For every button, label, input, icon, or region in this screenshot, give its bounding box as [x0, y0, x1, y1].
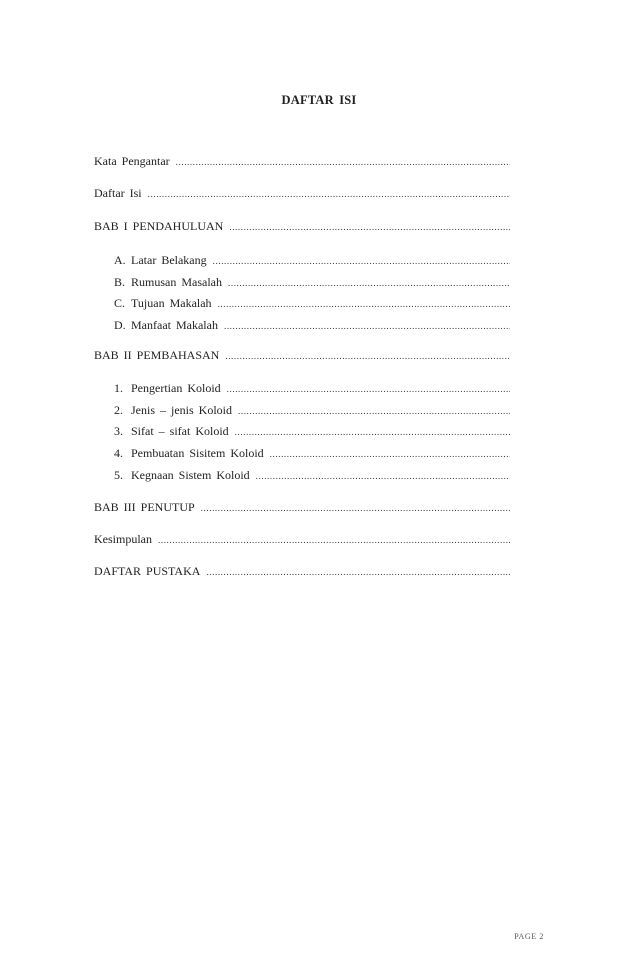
dot-leader	[228, 278, 510, 288]
dot-leader	[224, 321, 510, 331]
list-marker: C.	[114, 296, 126, 310]
toc-entry-label: Rumusan Masalah	[131, 275, 222, 289]
list-marker: D.	[114, 318, 126, 332]
dot-leader	[158, 535, 510, 545]
list-marker: B.	[114, 275, 126, 289]
toc-entry-kata-pengantar	[94, 154, 510, 170]
dot-leader	[229, 222, 510, 232]
toc-subentry	[114, 446, 510, 462]
list-marker: A.	[114, 253, 126, 267]
dot-leader	[225, 351, 510, 361]
dot-leader	[256, 471, 510, 481]
toc-entry-daftar-pustaka	[94, 564, 510, 580]
dot-leader	[235, 427, 510, 437]
toc-subentry	[114, 468, 510, 484]
toc-entry-label: BAB II PEMBAHASAN	[94, 348, 220, 362]
dot-leader	[213, 256, 510, 266]
dot-leader	[148, 189, 510, 199]
toc-entry-label: Sifat – sifat Koloid	[131, 424, 229, 438]
dot-leader	[206, 567, 510, 577]
toc-entry-label: Kegnaan Sistem Koloid	[131, 468, 250, 482]
toc-subentry	[114, 403, 510, 419]
toc-entry-label: Kesimpulan	[94, 532, 152, 546]
toc-subentry	[114, 318, 510, 334]
toc-subentry	[114, 253, 510, 269]
dot-leader	[227, 384, 510, 394]
page-title: DAFTAR ISI	[281, 93, 357, 107]
toc-subentry	[114, 275, 510, 291]
dot-leader	[176, 157, 510, 167]
list-marker: 3.	[114, 424, 123, 438]
toc-entry-label: Latar Belakang	[131, 253, 207, 267]
toc-subentry	[114, 424, 510, 440]
dot-leader	[270, 449, 510, 459]
toc-entry-label: Pembuatan Sisitem Koloid	[131, 446, 264, 460]
dot-leader	[238, 406, 510, 416]
page-number: PAGE 2	[514, 932, 544, 941]
toc-entry-label: Pengertian Koloid	[131, 381, 221, 395]
toc-entry-daftar-isi	[94, 186, 510, 202]
toc-entry-label: Tujuan Makalah	[131, 296, 212, 310]
dot-leader	[218, 299, 510, 309]
toc-entry-label: BAB III PENUTUP	[94, 500, 195, 514]
toc-entry-label: Daftar Isi	[94, 186, 142, 200]
dot-leader	[201, 503, 510, 513]
toc-subentry	[114, 296, 510, 312]
toc-subentry	[114, 381, 510, 397]
toc-entry-bab3	[94, 500, 510, 516]
toc-entry-label: Kata Pengantar	[94, 154, 170, 168]
toc-entry-label: BAB I PENDAHULUAN	[94, 219, 224, 233]
toc-entry-label: DAFTAR PUSTAKA	[94, 564, 201, 578]
toc-entry-kesimpulan	[94, 532, 510, 548]
toc-entry-label: Jenis – jenis Koloid	[131, 403, 232, 417]
list-marker: 1.	[114, 381, 123, 395]
toc-entry-bab1	[94, 219, 510, 235]
list-marker: 5.	[114, 468, 123, 482]
list-marker: 4.	[114, 446, 123, 460]
toc-entry-bab2	[94, 348, 510, 364]
list-marker: 2.	[114, 403, 123, 417]
toc-entry-label: Manfaat Makalah	[131, 318, 218, 332]
